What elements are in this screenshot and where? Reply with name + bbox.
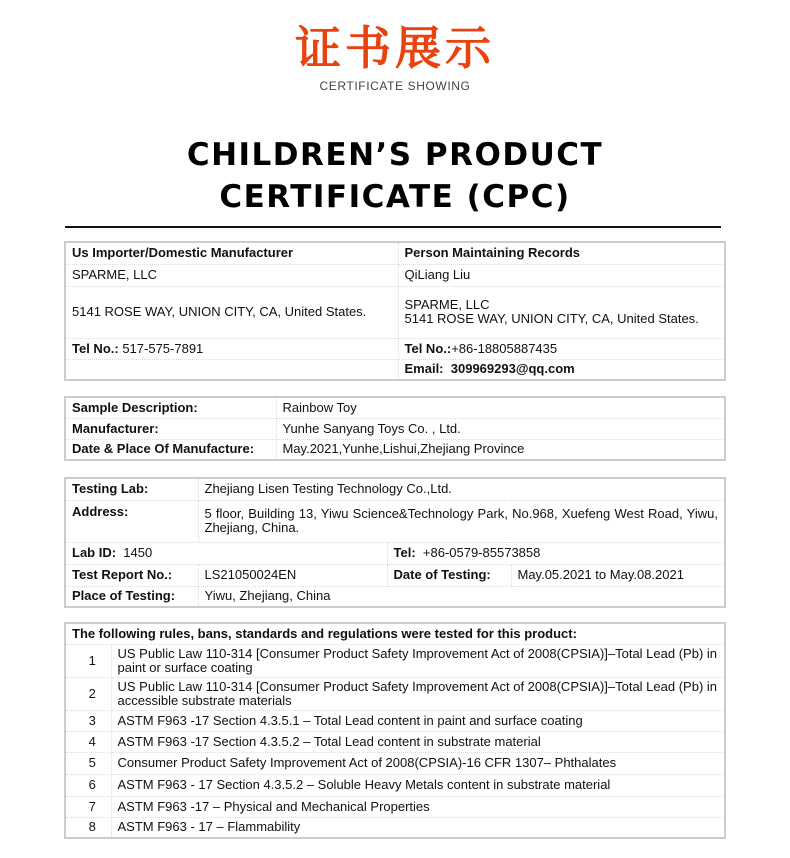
rule-row: 3 ASTM F963 -17 Section 4.3.5.1 – Total Lead content in paint and surface coating <box>65 710 725 731</box>
place: Yiwu, Zhejiang, China <box>198 586 725 607</box>
manufacturer-label: Manufacturer: <box>65 418 276 439</box>
address-label: Address: <box>65 500 198 542</box>
importer-tel <box>65 338 398 359</box>
rule-row: 1 US Public Law 110-314 [Consumer Product Safety Improvement Act of 2008(CPSIA)]–Total Lead (Pb) in paint or surface coating <box>65 644 725 677</box>
importer-address: 5141 ROSE WAY, UNION CITY, CA, United States. <box>65 286 398 338</box>
lab-name: Zhejiang Lisen Testing Technology Co.,Ltd. <box>198 478 725 500</box>
sample-table <box>64 396 726 461</box>
lab-tel <box>387 542 725 564</box>
report-label: Test Report No.: <box>65 564 198 586</box>
lab-label: Testing Lab: <box>65 478 198 500</box>
tel-value: +86-18805887435 <box>451 340 558 356</box>
importer-heading: Us Importer/Domestic Manufacturer <box>65 242 398 264</box>
records-email <box>398 359 725 380</box>
records-tel <box>398 338 725 359</box>
rule-row: 4 ASTM F963 -17 Section 4.3.5.2 – Total Lead content in substrate material <box>65 731 725 752</box>
lab-id-value: 1450 <box>123 545 153 560</box>
document-title <box>0 134 790 218</box>
title-line-2: CERTIFICATE (CPC) <box>219 179 571 215</box>
lab-id <box>65 542 387 564</box>
manufacturer: Yunhe Sanyang Toys Co. , Ltd. <box>276 418 725 439</box>
tel-label: Tel No.: <box>404 340 452 356</box>
report-no: LS21050024EN <box>198 564 387 586</box>
lab-table <box>64 477 726 608</box>
tel-label: Tel No.: <box>72 340 119 356</box>
email-value: 309969293@qq.com <box>450 361 575 377</box>
testing-date: May.05.2021 to May.08.2021 <box>511 564 725 586</box>
lab-address: 5 floor, Building 13, Yiwu Science&Technology Park, No.968, Xuefeng West Road, Yiwu, Zhejiang, China. <box>198 500 725 542</box>
rules-heading: The following rules, bans, standards and regulations were tested for this product: <box>65 623 725 644</box>
records-address: 5141 ROSE WAY, UNION CITY, CA, United States. <box>404 311 699 326</box>
rule-row: 7 ASTM F963 -17 – Physical and Mechanical Properties <box>65 796 725 817</box>
sample-desc: Rainbow Toy <box>276 397 725 418</box>
date-place: May.2021,Yunhe,Lishui,Zhejiang Province <box>276 439 725 460</box>
rule-row: 5 Consumer Product Safety Improvement Act of 2008(CPSIA)-16 CFR 1307– Phthalates <box>65 752 725 774</box>
email-label: Email: <box>404 361 444 377</box>
place-label: Place of Testing: <box>65 586 198 607</box>
subtitle: CERTIFICATE SHOWING <box>319 79 471 93</box>
importer-records-table <box>64 241 726 381</box>
records-name: QiLiang Liu <box>398 264 725 286</box>
lab-id-label: Lab ID: <box>72 545 117 560</box>
chinese-title: 证书展示 <box>295 21 495 75</box>
rule-row: 2 US Public Law 110-314 [Consumer Product Safety Improvement Act of 2008(CPSIA)]–Total Lead (Pb) in accessible substrate materials <box>65 677 725 710</box>
lab-tel-value: +86-0579-85573858 <box>422 545 541 560</box>
title-line-1: CHILDREN’S PRODUCT <box>186 137 604 173</box>
date-place-label: Date & Place Of Manufacture: <box>65 439 276 460</box>
rule-row: 6 ASTM F963 - 17 Section 4.3.5.2 – Soluble Heavy Metals content in substrate material <box>65 774 725 796</box>
sample-desc-label: Sample Description: <box>65 397 276 418</box>
tel-value: 517-575-7891 <box>118 340 204 356</box>
records-address-cell <box>398 286 725 338</box>
records-company: SPARME, LLC <box>404 297 490 312</box>
rules-table <box>64 622 726 839</box>
records-heading: Person Maintaining Records <box>398 242 725 264</box>
title-divider <box>65 226 721 228</box>
testing-date-label: Date of Testing: <box>387 564 511 586</box>
rule-row: 8 ASTM F963 - 17 – Flammability <box>65 817 725 838</box>
importer-name: SPARME, LLC <box>65 264 398 286</box>
lab-tel-label: Tel: <box>393 545 416 560</box>
